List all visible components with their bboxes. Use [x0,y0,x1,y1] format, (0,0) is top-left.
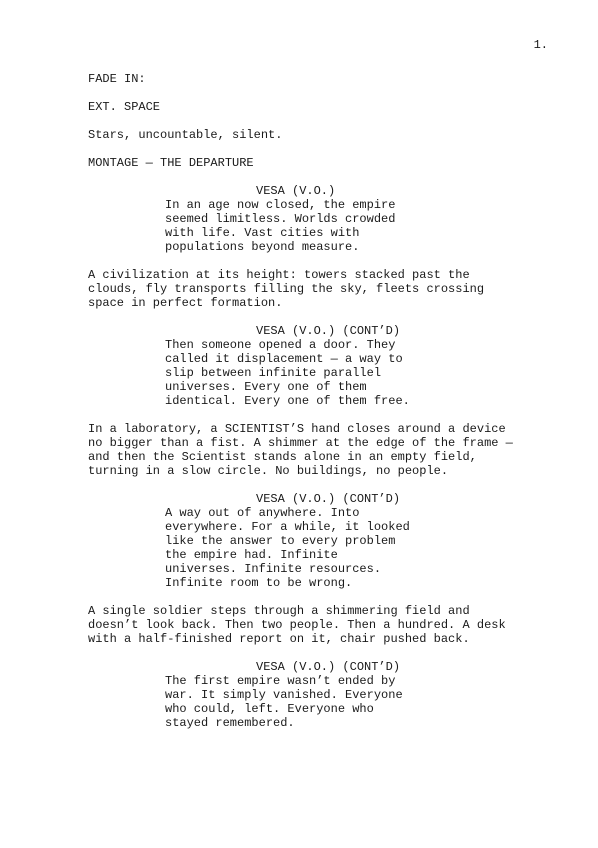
screenplay-dialogue [88,674,528,730]
dialogue-line: seemed limitless. Worlds crowded [165,212,396,226]
screenplay-character [88,492,528,506]
action-line: space in perfect formation. [88,296,283,310]
dialogue-line: stayed remembered. [165,716,295,730]
screenplay-action [88,128,528,142]
dialogue-line: called it displacement — a way to [165,352,403,366]
dialogue-line: In an age now closed, the empire [165,198,396,212]
screenplay-dialogue [88,198,528,254]
action-line: A single soldier steps through a shimmering field and [88,604,470,618]
dialogue-line: like the answer to every problem [165,534,396,548]
page-number: 1. [533,38,548,52]
slug-line: FADE IN: [88,72,146,86]
action-line: no bigger than a fist. A shimmer at the edge of the frame — [88,436,513,450]
dialogue-line: slip between infinite parallel [165,366,382,380]
screenplay-action [88,422,528,478]
dialogue-line: war. It simply vanished. Everyone [165,688,403,702]
screenplay-character [88,660,528,674]
dialogue-line: the empire had. Infinite [165,548,338,562]
screenplay-action [88,604,528,646]
slug-line: MONTAGE — THE DEPARTURE [88,156,254,170]
dialogue-line: The first empire wasn’t ended by [165,674,396,688]
slug-line: EXT. SPACE [88,100,161,114]
screenplay-character [88,184,528,198]
action-line: Stars, uncountable, silent. [88,128,283,142]
action-line: turning in a slow circle. No buildings, no people. [88,464,449,478]
dialogue-line: universes. Infinite resources. [165,562,382,576]
action-line: clouds, fly transports filling the sky, fleets crossing [88,282,485,296]
screenplay-content [88,72,528,744]
screenplay-slug [88,72,528,86]
character-line: VESA (V.O.) (CONT’D) [256,660,401,674]
character-line: VESA (V.O.) (CONT’D) [256,492,401,506]
screenplay-action [88,268,528,310]
screenplay-slug [88,156,528,170]
dialogue-line: Then someone opened a door. They [165,338,396,352]
action-line: A civilization at its height: towers stacked past the [88,268,470,282]
dialogue-line: populations beyond measure. [165,240,360,254]
character-line: VESA (V.O.) (CONT’D) [256,324,401,338]
screenplay-dialogue [88,338,528,408]
dialogue-line: A way out of anywhere. Into [165,506,360,520]
dialogue-line: everywhere. For a while, it looked [165,520,410,534]
dialogue-line: who could, left. Everyone who [165,702,374,716]
dialogue-line: universes. Every one of them [165,380,367,394]
dialogue-line: with life. Vast cities with [165,226,360,240]
character-line: VESA (V.O.) [256,184,336,198]
action-line: doesn’t look back. Then two people. Then a hundred. A desk [88,618,506,632]
screenplay-character [88,324,528,338]
screenplay-slug [88,100,528,114]
dialogue-line: identical. Every one of them free. [165,394,410,408]
screenplay-dialogue [88,506,528,590]
action-line: In a laboratory, a SCIENTIST’S hand closes around a device [88,422,506,436]
action-line: with a half-finished report on it, chair pushed back. [88,632,470,646]
action-line: and then the Scientist stands alone in an empty field, [88,450,477,464]
dialogue-line: Infinite room to be wrong. [165,576,353,590]
